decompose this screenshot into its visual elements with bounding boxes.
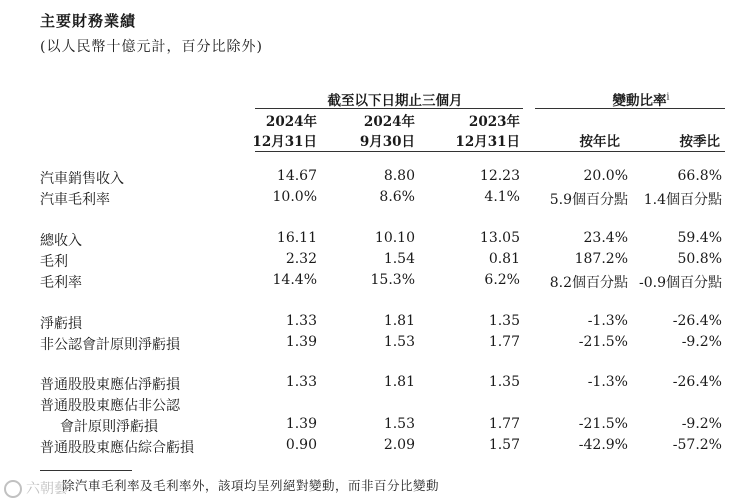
cell: 1.33 (285, 374, 317, 390)
cell: 14.4% (272, 272, 317, 288)
cell: -9.2% (681, 416, 722, 432)
table-row (0, 168, 750, 190)
table-row (0, 416, 750, 438)
cell: 1.33 (285, 313, 317, 329)
cell: 0.81 (488, 251, 520, 267)
row-label: 普通股股東應佔綜合虧損 (40, 440, 194, 456)
cell: 8.80 (383, 168, 415, 184)
row-label: 非公認會計原則淨虧損 (40, 337, 180, 353)
cell: 15.3% (370, 272, 415, 288)
cell: 1.39 (285, 334, 317, 350)
report-title: 主要財務業績 (40, 12, 137, 30)
cell: 16.11 (276, 230, 317, 246)
cell: 8.6% (379, 189, 415, 205)
cell: 1.53 (383, 416, 415, 432)
cell: 13.05 (479, 230, 520, 246)
row-label: 汽車毛利率 (40, 192, 110, 208)
cell: 1.77 (488, 416, 520, 432)
col-header-2-date: 9月30日 (359, 134, 415, 150)
col-header-yoy: 按年比 (579, 134, 620, 150)
change-group-header (586, 89, 696, 109)
cell: 1.77 (488, 334, 520, 350)
row-label: 毛利 (40, 254, 68, 270)
col-header-2-year: 2024年 (363, 114, 415, 130)
cell: 50.8% (677, 251, 722, 267)
change-group-label: 變動比率 (612, 93, 667, 109)
cell: -1.3% (587, 374, 628, 390)
cell: 66.8% (677, 168, 722, 184)
cell: 4.1% (484, 189, 520, 205)
row-label: 毛利率 (40, 275, 82, 291)
cell: 14.67 (276, 168, 317, 184)
cell: 10.10 (374, 230, 415, 246)
cell: 1.57 (488, 437, 520, 453)
row-label: 會計原則淨虧損 (60, 419, 158, 435)
cell: -0.9個百分點 (639, 275, 722, 291)
table-row (0, 437, 750, 459)
cell: 1.53 (383, 334, 415, 350)
cell: 2.32 (285, 251, 317, 267)
table-row (0, 251, 750, 273)
cell: 59.4% (677, 230, 722, 246)
change-group-rule (535, 108, 725, 109)
cell: 10.0% (272, 189, 317, 205)
cell: 1.35 (488, 374, 520, 390)
cell: 20.0% (583, 168, 628, 184)
cell: 1.81 (383, 313, 415, 329)
cell: -26.4% (672, 374, 722, 390)
cell: -1.3% (587, 313, 628, 329)
cell: 5.9個百分點 (549, 192, 628, 208)
col-header-qoq: 按季比 (679, 134, 720, 150)
change-group-note: i (666, 92, 670, 103)
row-label: 普通股股東應佔淨虧損 (40, 377, 180, 393)
col-header-1-date: 12月31日 (252, 134, 317, 150)
cell: -9.2% (681, 334, 722, 350)
table-row (0, 374, 750, 396)
period-group-rule (255, 108, 523, 109)
cell: -26.4% (672, 313, 722, 329)
cell: 12.23 (479, 168, 520, 184)
cell: 23.4% (583, 230, 628, 246)
cell: 8.2個百分點 (549, 275, 628, 291)
row-label: 總收入 (40, 233, 82, 249)
cell: 1.35 (488, 313, 520, 329)
footnote: 除汽車毛利率及毛利率外，該項均呈列絕對變動，而非百分比變動 (62, 478, 440, 493)
table-row (0, 189, 750, 211)
cell: -21.5% (578, 416, 628, 432)
cell: 1.54 (383, 251, 415, 267)
header-bottom-rule (255, 151, 725, 152)
row-label: 汽車銷售收入 (40, 171, 124, 187)
row-label: 普通股股東應佔非公認 (40, 398, 180, 414)
table-row (0, 313, 750, 335)
footnote-rule (40, 470, 132, 471)
cell: 1.4個百分點 (643, 192, 722, 208)
row-label: 淨虧損 (40, 316, 82, 332)
cell: 1.39 (285, 416, 317, 432)
col-header-1-year: 2024年 (265, 114, 317, 130)
report-subtitle: (以人民幣十億元計，百分比除外) (40, 39, 263, 55)
table-row (0, 334, 750, 356)
cell: -21.5% (578, 334, 628, 350)
col-header-3-date: 12月31日 (455, 134, 520, 150)
table-row (0, 230, 750, 252)
period-group-header: 截至以下日期止三個月 (327, 93, 463, 109)
cell: 2.09 (383, 437, 415, 453)
cell: 0.90 (285, 437, 317, 453)
col-header-3-year: 2023年 (468, 114, 520, 130)
cell: 1.81 (383, 374, 415, 390)
table-row (0, 272, 750, 294)
cell: -57.2% (672, 437, 722, 453)
cell: 187.2% (574, 251, 628, 267)
table-row (0, 395, 750, 417)
watermark (4, 478, 68, 498)
cell: 6.2% (484, 272, 520, 288)
watermark-logo-icon (4, 480, 22, 498)
watermark-text: 六朝藝 (26, 481, 68, 497)
cell: -42.9% (578, 437, 628, 453)
